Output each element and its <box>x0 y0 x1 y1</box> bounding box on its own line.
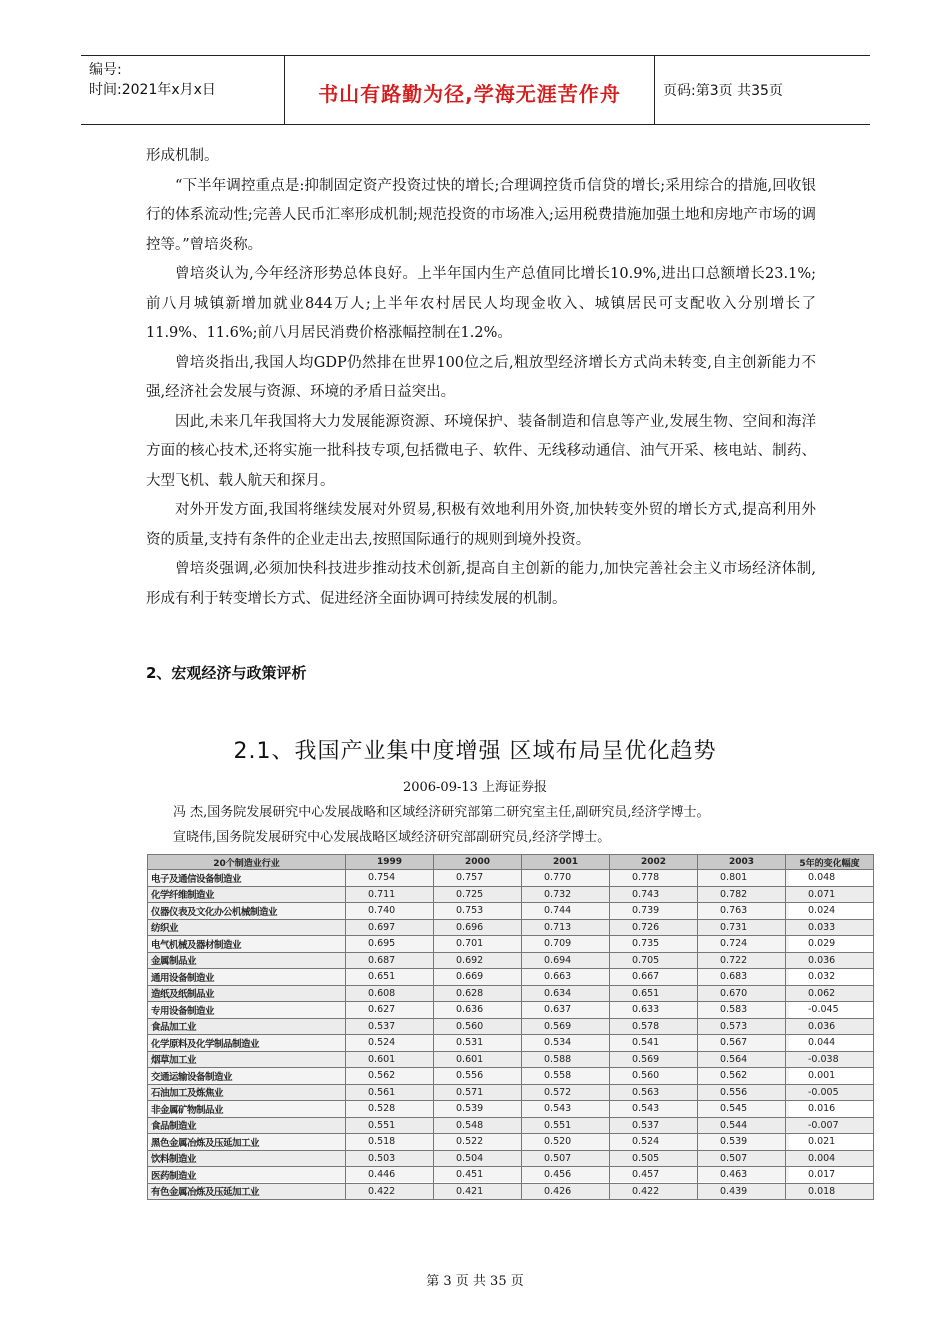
value-cell: 0.036 <box>786 952 874 969</box>
table-row <box>148 903 874 920</box>
value-cell: 0.539 <box>698 1134 786 1151</box>
value-cell: 0.528 <box>346 1101 434 1118</box>
value-cell: 0.507 <box>698 1150 786 1167</box>
table-row <box>148 1035 874 1052</box>
value-cell: 0.518 <box>346 1134 434 1151</box>
value-cell: 0.713 <box>522 919 610 936</box>
value-cell: 0.726 <box>610 919 698 936</box>
table-row <box>148 1150 874 1167</box>
value-cell: -0.007 <box>786 1117 874 1134</box>
value-cell: 0.722 <box>698 952 786 969</box>
value-cell: 0.048 <box>786 870 874 887</box>
industry-name-cell: 石油加工及炼焦业 <box>148 1084 346 1101</box>
value-cell: 0.709 <box>522 936 610 953</box>
value-cell: 0.732 <box>522 886 610 903</box>
value-cell: 0.024 <box>786 903 874 920</box>
value-cell: 0.636 <box>434 1002 522 1019</box>
value-cell: 0.627 <box>346 1002 434 1019</box>
column-header: 2000 <box>434 855 522 870</box>
value-cell: 0.564 <box>698 1051 786 1068</box>
paragraph: “下半年调控重点是:抑制固定资产投资过快的增长;合理调控货币信贷的增长;采用综合的措施,回收银行的体系流动性;完善人民币汇率形成机制;规范投资的市场准入;运用税费措施加强土地和房地产市场的调控等。”曾培炎称。 <box>146 177 816 253</box>
value-cell: 0.633 <box>610 1002 698 1019</box>
value-cell: -0.038 <box>786 1051 874 1068</box>
value-cell: 0.439 <box>698 1183 786 1200</box>
value-cell: 0.544 <box>698 1117 786 1134</box>
header-page-info: 页码:第3页 共35页 <box>663 83 783 99</box>
column-header: 2003 <box>698 855 786 870</box>
value-cell: 0.694 <box>522 952 610 969</box>
industry-name-cell: 仪器仪表及文化办公机械制造业 <box>148 903 346 920</box>
value-cell: 0.578 <box>610 1018 698 1035</box>
value-cell: 0.446 <box>346 1167 434 1184</box>
value-cell: 0.504 <box>434 1150 522 1167</box>
value-cell: 0.739 <box>610 903 698 920</box>
table-row <box>148 1018 874 1035</box>
table-row <box>148 886 874 903</box>
industry-name-cell: 纺织业 <box>148 919 346 936</box>
value-cell: 0.583 <box>698 1002 786 1019</box>
section-heading: 2、宏观经济与政策评析 <box>146 664 307 682</box>
value-cell: 0.569 <box>522 1018 610 1035</box>
value-cell: 0.534 <box>522 1035 610 1052</box>
table-row <box>148 936 874 953</box>
table-row <box>148 1167 874 1184</box>
table-row <box>148 1134 874 1151</box>
table-row <box>148 1051 874 1068</box>
paragraph: 形成机制。 <box>146 148 219 164</box>
industry-name-cell: 食品加工业 <box>148 1018 346 1035</box>
value-cell: 0.520 <box>522 1134 610 1151</box>
industry-name-cell: 电气机械及器材制造业 <box>148 936 346 953</box>
time-label: 时间:2021年x月x日 <box>89 82 216 98</box>
value-cell: -0.005 <box>786 1084 874 1101</box>
industry-name-cell: 化学纤维制造业 <box>148 886 346 903</box>
header-divider <box>654 56 655 124</box>
column-header: 20个制造业行业 <box>148 855 346 870</box>
value-cell: 0.735 <box>610 936 698 953</box>
header-meta <box>89 60 284 100</box>
value-cell: 0.763 <box>698 903 786 920</box>
value-cell: 0.507 <box>522 1150 610 1167</box>
author-line: 宣晓伟,国务院发展研究中心发展战略区域经济研究部副研究员,经济学博士。 <box>173 830 611 845</box>
value-cell: 0.711 <box>346 886 434 903</box>
value-cell: 0.016 <box>786 1101 874 1118</box>
industry-name-cell: 金属制品业 <box>148 952 346 969</box>
industry-name-cell: 非金属矿物制品业 <box>148 1101 346 1118</box>
value-cell: 0.667 <box>610 969 698 986</box>
industry-concentration-table <box>147 854 860 1199</box>
paragraph: 曾培炎强调,必须加快科技进步推动技术创新,提高自主创新的能力,加快完善社会主义市场经济体制,形成有利于转变增长方式、促进经济全面协调可持续发展的机制。 <box>146 561 816 607</box>
value-cell: 0.548 <box>434 1117 522 1134</box>
value-cell: 0.422 <box>346 1183 434 1200</box>
value-cell: 0.801 <box>698 870 786 887</box>
value-cell: 0.692 <box>434 952 522 969</box>
industry-name-cell: 化学原料及化学制品制造业 <box>148 1035 346 1052</box>
industry-name-cell: 烟草加工业 <box>148 1051 346 1068</box>
value-cell: 0.651 <box>610 985 698 1002</box>
value-cell: 0.744 <box>522 903 610 920</box>
value-cell: 0.036 <box>786 1018 874 1035</box>
value-cell: 0.062 <box>786 985 874 1002</box>
value-cell: 0.558 <box>522 1068 610 1085</box>
table-row <box>148 1002 874 1019</box>
table-row <box>148 919 874 936</box>
value-cell: 0.778 <box>610 870 698 887</box>
value-cell: 0.770 <box>522 870 610 887</box>
value-cell: 0.560 <box>610 1068 698 1085</box>
table-body <box>148 870 874 1200</box>
value-cell: 0.687 <box>346 952 434 969</box>
table-row <box>148 969 874 986</box>
value-cell: 0.044 <box>786 1035 874 1052</box>
value-cell: 0.651 <box>346 969 434 986</box>
industry-name-cell: 有色金属冶炼及压延加工业 <box>148 1183 346 1200</box>
value-cell: 0.628 <box>434 985 522 1002</box>
value-cell: 0.740 <box>346 903 434 920</box>
value-cell: 0.033 <box>786 919 874 936</box>
value-cell: 0.569 <box>610 1051 698 1068</box>
value-cell: 0.588 <box>522 1051 610 1068</box>
value-cell: 0.032 <box>786 969 874 986</box>
industry-name-cell: 电子及通信设备制造业 <box>148 870 346 887</box>
value-cell: 0.071 <box>786 886 874 903</box>
table-row <box>148 985 874 1002</box>
value-cell: 0.457 <box>610 1167 698 1184</box>
column-header: 1999 <box>346 855 434 870</box>
value-cell: 0.701 <box>434 936 522 953</box>
article-date-source: 2006-09-13 上海证券报 <box>402 780 548 795</box>
value-cell: 0.543 <box>522 1101 610 1118</box>
industry-name-cell: 专用设备制造业 <box>148 1002 346 1019</box>
value-cell: 0.551 <box>522 1117 610 1134</box>
value-cell: 0.573 <box>698 1018 786 1035</box>
value-cell: 0.551 <box>346 1117 434 1134</box>
table-header-row <box>148 855 874 870</box>
value-cell: 0.503 <box>346 1150 434 1167</box>
value-cell: 0.537 <box>610 1117 698 1134</box>
value-cell: 0.753 <box>434 903 522 920</box>
value-cell: 0.683 <box>698 969 786 986</box>
value-cell: 0.571 <box>434 1084 522 1101</box>
value-cell: 0.029 <box>786 936 874 953</box>
data-table <box>147 854 874 1200</box>
value-cell: 0.637 <box>522 1002 610 1019</box>
value-cell: 0.724 <box>698 936 786 953</box>
value-cell: 0.556 <box>434 1068 522 1085</box>
value-cell: 0.663 <box>522 969 610 986</box>
paragraph: 因此,未来几年我国将大力发展能源资源、环境保护、装备制造和信息等产业,发展生物、空间和海洋方面的核心技术,还将实施一批科技专项,包括微电子、软件、无线移动通信、油气开采、核电站、制药、大型飞机、载人航天和探月。 <box>146 413 816 489</box>
value-cell: 0.696 <box>434 919 522 936</box>
value-cell: 0.563 <box>610 1084 698 1101</box>
column-header: 2001 <box>522 855 610 870</box>
paragraph: 对外开发方面,我国将继续发展对外贸易,积极有效地利用外资,加快转变外贸的增长方式,提高利用外资的质量,支持有条件的企业走出去,按照国际通行的规则到境外投资。 <box>146 502 816 548</box>
value-cell: 0.782 <box>698 886 786 903</box>
table-row <box>148 870 874 887</box>
value-cell: 0.601 <box>434 1051 522 1068</box>
value-cell: 0.754 <box>346 870 434 887</box>
value-cell: 0.670 <box>698 985 786 1002</box>
table-row <box>148 1084 874 1101</box>
industry-name-cell: 造纸及纸制品业 <box>148 985 346 1002</box>
value-cell: 0.731 <box>698 919 786 936</box>
table-row <box>148 1068 874 1085</box>
value-cell: 0.001 <box>786 1068 874 1085</box>
value-cell: 0.669 <box>434 969 522 986</box>
serial-label: 编号: <box>89 62 122 78</box>
value-cell: 0.697 <box>346 919 434 936</box>
value-cell: 0.541 <box>610 1035 698 1052</box>
value-cell: 0.463 <box>698 1167 786 1184</box>
value-cell: 0.422 <box>610 1183 698 1200</box>
value-cell: 0.695 <box>346 936 434 953</box>
value-cell: 0.608 <box>346 985 434 1002</box>
paragraph: 曾培炎指出,我国人均GDP仍然排在世界100位之后,粗放型经济增长方式尚未转变,自主创新能力不强,经济社会发展与资源、环境的矛盾日益突出。 <box>146 354 816 400</box>
value-cell: 0.505 <box>610 1150 698 1167</box>
table-row <box>148 1117 874 1134</box>
article-title: 2.1、我国产业集中度增强 区域布局呈优化趋势 <box>233 739 717 764</box>
value-cell: 0.524 <box>346 1035 434 1052</box>
value-cell: 0.757 <box>434 870 522 887</box>
value-cell: 0.562 <box>346 1068 434 1085</box>
value-cell: 0.725 <box>434 886 522 903</box>
value-cell: 0.524 <box>610 1134 698 1151</box>
value-cell: 0.561 <box>346 1084 434 1101</box>
value-cell: 0.017 <box>786 1167 874 1184</box>
value-cell: 0.539 <box>434 1101 522 1118</box>
value-cell: 0.426 <box>522 1183 610 1200</box>
value-cell: 0.634 <box>522 985 610 1002</box>
value-cell: 0.560 <box>434 1018 522 1035</box>
table-row <box>148 952 874 969</box>
industry-name-cell: 医药制造业 <box>148 1167 346 1184</box>
value-cell: 0.743 <box>610 886 698 903</box>
value-cell: 0.537 <box>346 1018 434 1035</box>
value-cell: 0.545 <box>698 1101 786 1118</box>
value-cell: 0.543 <box>610 1101 698 1118</box>
page-footer: 第 3 页 共 35 页 <box>426 1274 524 1289</box>
value-cell: 0.567 <box>698 1035 786 1052</box>
value-cell: 0.522 <box>434 1134 522 1151</box>
value-cell: 0.421 <box>434 1183 522 1200</box>
page-header <box>81 55 870 125</box>
value-cell: 0.531 <box>434 1035 522 1052</box>
value-cell: 0.451 <box>434 1167 522 1184</box>
value-cell: 0.456 <box>522 1167 610 1184</box>
value-cell: 0.018 <box>786 1183 874 1200</box>
industry-name-cell: 饮料制造业 <box>148 1150 346 1167</box>
table-row <box>148 1101 874 1118</box>
industry-name-cell: 黑色金属冶炼及压延加工业 <box>148 1134 346 1151</box>
industry-name-cell: 食品制造业 <box>148 1117 346 1134</box>
author-line: 冯 杰,国务院发展研究中心发展战略和区域经济研究部第二研究室主任,副研究员,经济学博士。 <box>173 805 710 820</box>
value-cell: 0.572 <box>522 1084 610 1101</box>
value-cell: 0.562 <box>698 1068 786 1085</box>
value-cell: 0.556 <box>698 1084 786 1101</box>
industry-name-cell: 交通运输设备制造业 <box>148 1068 346 1085</box>
column-header: 2002 <box>610 855 698 870</box>
value-cell: 0.601 <box>346 1051 434 1068</box>
body-text <box>146 142 816 614</box>
value-cell: -0.045 <box>786 1002 874 1019</box>
header-motto: 书山有路勤为径,学海无涯苦作舟 <box>318 82 621 106</box>
paragraph: 曾培炎认为,今年经济形势总体良好。上半年国内生产总值同比增长10.9%,进出口总额增长23.1%;前八月城镇新增加就业844万人;上半年农村居民人均现金收入、城镇居民可支配收入分别增长了11.9%、11.6%;前八月居民消费价格涨幅控制在1.2%。 <box>146 266 816 341</box>
table-row <box>148 1183 874 1200</box>
value-cell: 0.004 <box>786 1150 874 1167</box>
column-header: 5年的变化幅度 <box>786 855 874 870</box>
industry-name-cell: 通用设备制造业 <box>148 969 346 986</box>
value-cell: 0.021 <box>786 1134 874 1151</box>
value-cell: 0.705 <box>610 952 698 969</box>
